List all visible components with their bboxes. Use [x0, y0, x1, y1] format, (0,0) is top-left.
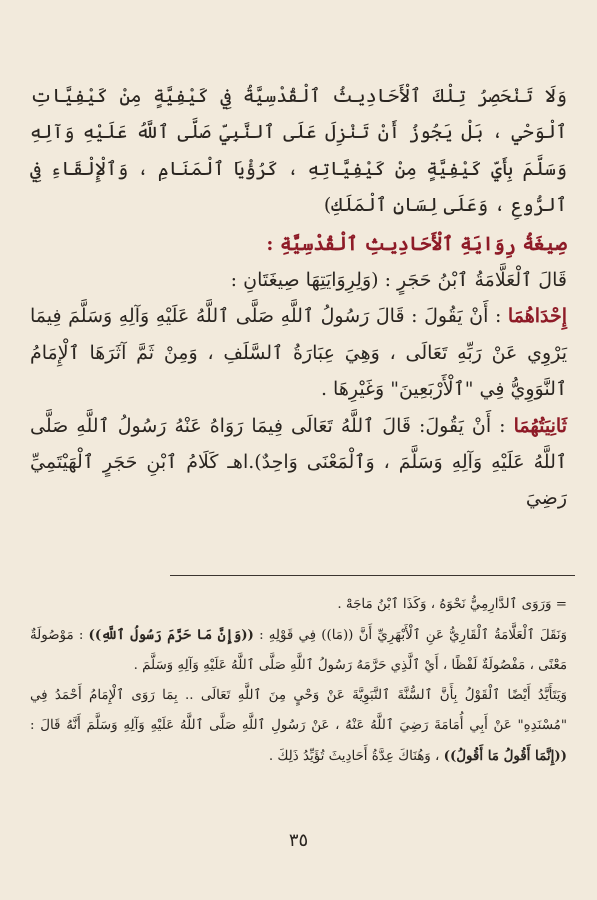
footnote-quote: ((وَإِنَّ مَا حَرَّمَ رَسُولُ ٱللَّهِ)): [88, 627, 254, 643]
footnote-paragraph: [30, 681, 567, 772]
paragraph-intro: وَلَا تَنْحَصِرُ تِلْكَ ٱلْأَحَادِيثُ ٱلْقُدْسِيَّةُ فِي كَيْفِيَّةٍ مِنْ كَيْفِيَّاتِ ٱلْوَحْيِ ، بَلْ يَجُوزُ أَنْ تَنْزِلَ عَلَى ٱلنَّبِيِّ صَلَّى ٱللَّهُ عَلَيْهِ وَآلِهِ وَسَلَّمَ بِأَيِّ كَيْفِيَّةٍ مِنْ كَيْفِيَّاتِهِ ، كَرُؤْيَا ٱلْمَنَامِ ، وَٱلْإِلْقَاءِ فِي ٱلرُّوعِ ، وَعَلَى لِسَانِ ٱلْمَلَكِ): [30, 85, 567, 217]
footnote-divider: [170, 575, 575, 576]
first-form-text: : أَنْ يَقُولَ : قَالَ رَسُولُ ٱللَّهِ صَلَّى ٱللَّهُ عَلَيْهِ وَآلِهِ وَسَلَّمَ فِيمَا يَرْوِي عَنْ رَبِّهِ تَعَالَى ، وَهِيَ عِبَارَةُ ٱلسَّلَفِ ، وَمِنْ ثَمَّ آثَرَهَا ٱلْإِمَامُ ٱلنَّوَوِيُّ فِي "ٱلْأَرْبَعِينَ" وَغَيْرِهَا .: [30, 305, 567, 401]
main-text: [30, 78, 567, 517]
footnote-quote: ((إِنَّمَا أَقُولُ مَا أَقُولُ)): [443, 748, 567, 764]
footnote-paragraph: [30, 620, 567, 681]
footnotes: [30, 590, 567, 772]
page-number: ٣٥: [288, 830, 309, 851]
footnote-text: وَنَقَلَ ٱلْعَلَّامَةُ ٱلْقَارِيُّ عَنِ ٱلْأَبْهَرِيِّ أَنَّ ((مَا)) فِي قَوْلِهِ :: [259, 628, 567, 643]
footnote-text: : مَوْصُولَةٌ مَعْنًى ، مَفْصُولَةٌ لَفْظًا ، أَيْ ٱلَّذِي حَرَّمَهُ رَسُولُ ٱللَّهِ صَلَّى ٱللَّهُ عَلَيْهِ وَآلِهِ وَسَلَّمَ .: [30, 628, 567, 673]
paragraph-second-form: [30, 408, 567, 517]
paragraph-quote-intro: قَالَ ٱلْعَلَّامَةُ ٱبْنُ حَجَرٍ : (وَلِرِوَايَتِهَا صِيغَتَانِ :: [230, 269, 567, 292]
first-form-label: إِحْدَاهُمَا: [507, 305, 567, 328]
footnote-text: ، وَهُنَاكَ عِدَّةُ أَحَادِيثَ تُؤَيِّدُ ذَلِكَ .: [268, 749, 440, 764]
second-form-text: : أَنْ يَقُولَ: قَالَ ٱللَّهُ تَعَالَى فِيمَا رَوَاهُ عَنْهُ رَسُولُ ٱللَّهِ صَلَّى ٱللَّهُ عَلَيْهِ وَآلِهِ وَسَلَّمَ ، وَٱلْمَعْنَى وَاحِدٌ).اهـ كَلَامُ ٱبْنِ حَجَرٍ ٱلْهَيْتَمِيِّ رَضِيَ: [30, 414, 567, 510]
footnote-line: = وَرَوَى ٱلدَّارِمِيُّ نَحْوَهُ ، وَكَذَا ٱبْنُ مَاجَهْ .: [337, 597, 567, 612]
footnote-text: وَيَتَأَيَّدُ أَيْضًا ٱلْقَوْلُ بِأَنَّ ٱلسُّنَّةَ ٱلنَّبَوِيَّةَ عَنْ وَحْيٍ مِنَ ٱللَّهِ تَعَالَى .. بِمَا رَوَى ٱلْإِمَامُ أَحْمَدُ فِي "مُسْنَدِهِ" عَنْ أَبِي أُمَامَةَ رَضِيَ ٱللَّهُ عَنْهُ ، عَنْ رَسُولِ ٱللَّهِ صَلَّى ٱللَّهُ عَلَيْهِ وَآلِهِ وَسَلَّمَ أَنَّهُ قَالَ :: [30, 688, 567, 733]
section-heading: صِيغَةُ رِوَايَةِ ٱلْأَحَادِيثِ ٱلْقُدْسِيَّةِ :: [266, 232, 567, 255]
paragraph-first-form: [30, 298, 567, 407]
second-form-label: ثَانِيَتُهُمَا: [513, 414, 567, 437]
